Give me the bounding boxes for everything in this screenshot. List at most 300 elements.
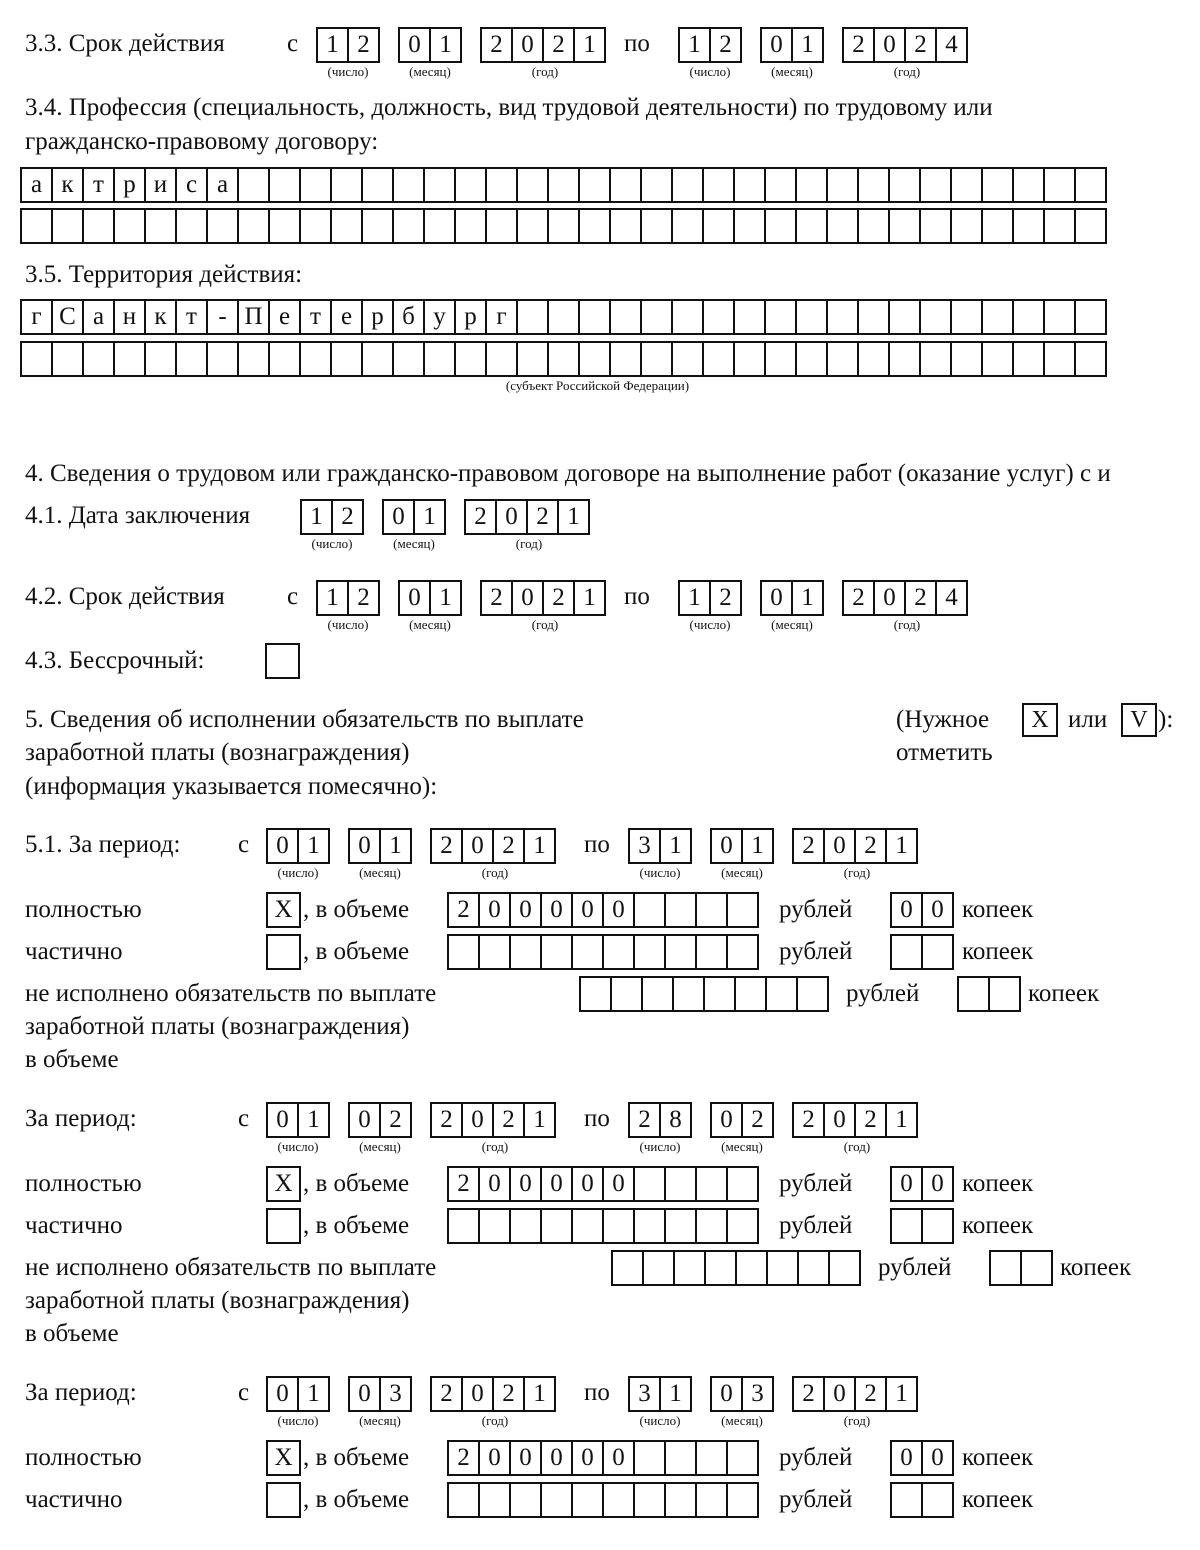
char-cell[interactable] [392,208,425,244]
char-cell[interactable] [82,208,115,244]
char-cell[interactable]: 2 [904,580,937,616]
char-cell[interactable] [796,976,829,1012]
char-cell[interactable]: у [423,299,456,335]
char-cell[interactable]: 0 [921,1166,954,1202]
char-cell[interactable] [423,167,456,203]
char-cell[interactable] [478,934,511,970]
char-cell[interactable] [642,1250,675,1286]
char-cell[interactable]: 0 [509,1440,542,1476]
period-2-to-year[interactable] [792,1102,918,1138]
char-cell[interactable]: 0 [478,892,511,928]
char-cell[interactable] [20,341,53,377]
period-1-to-month[interactable] [710,828,774,864]
period-1-partial-checkbox[interactable] [266,934,301,970]
char-cell[interactable] [921,1482,954,1518]
char-cell[interactable]: 0 [266,1376,299,1412]
period-2-fully-checkbox[interactable]: X [266,1166,301,1202]
char-cell[interactable]: 0 [461,1376,494,1412]
char-cell[interactable]: 4 [935,27,968,63]
period-2-unpaid-kopecks[interactable] [989,1250,1053,1286]
char-cell[interactable] [547,208,580,244]
char-cell[interactable] [640,167,673,203]
char-cell[interactable]: 0 [873,27,906,63]
char-cell[interactable] [857,167,890,203]
char-cell[interactable] [1043,208,1076,244]
char-cell[interactable] [1074,208,1107,244]
char-cell[interactable] [797,1250,830,1286]
char-cell[interactable]: е [330,299,363,335]
period-1-fully-rubles[interactable] [447,892,759,928]
char-cell[interactable] [981,299,1014,335]
char-cell[interactable]: 1 [659,828,692,864]
char-cell[interactable] [633,934,666,970]
s42-to-day[interactable] [678,580,742,616]
char-cell[interactable] [237,167,270,203]
char-cell[interactable]: 0 [890,1440,923,1476]
char-cell[interactable] [1074,341,1107,377]
char-cell[interactable] [516,341,549,377]
char-cell[interactable] [610,976,643,1012]
char-cell[interactable]: 2 [854,1102,887,1138]
char-cell[interactable] [888,208,921,244]
char-cell[interactable] [206,208,239,244]
char-cell[interactable]: - [206,299,239,335]
char-cell[interactable] [509,1208,542,1244]
period-3-fully-kopecks[interactable] [890,1440,954,1476]
char-cell[interactable] [765,976,798,1012]
char-cell[interactable] [578,299,611,335]
char-cell[interactable]: 3 [628,828,661,864]
char-cell[interactable] [51,208,84,244]
char-cell[interactable] [1012,299,1045,335]
char-cell[interactable] [633,1440,666,1476]
char-cell[interactable] [726,1482,759,1518]
char-cell[interactable]: 2 [492,828,525,864]
char-cell[interactable] [447,934,480,970]
char-cell[interactable]: 0 [571,892,604,928]
char-cell[interactable] [578,167,611,203]
char-cell[interactable]: 1 [791,27,824,63]
char-cell[interactable]: 0 [823,828,856,864]
char-cell[interactable] [299,167,332,203]
char-cell[interactable] [602,934,635,970]
char-cell[interactable] [485,208,518,244]
char-cell[interactable] [695,934,728,970]
char-cell[interactable] [640,208,673,244]
period-2-unpaid-rubles[interactable] [611,1250,861,1286]
char-cell[interactable] [478,1482,511,1518]
char-cell[interactable] [454,341,487,377]
period-3-partial-checkbox[interactable] [266,1482,301,1518]
char-cell[interactable]: 0 [873,580,906,616]
s33-to-year[interactable] [842,27,968,63]
char-cell[interactable]: 2 [464,499,497,535]
char-cell[interactable] [735,1250,768,1286]
char-cell[interactable] [540,1208,573,1244]
char-cell[interactable]: 3 [628,1376,661,1412]
char-cell[interactable]: 4 [935,580,968,616]
char-cell[interactable] [82,341,115,377]
char-cell[interactable] [509,1482,542,1518]
char-cell[interactable]: 1 [297,1376,330,1412]
char-cell[interactable] [602,1208,635,1244]
char-cell[interactable] [1020,1250,1053,1286]
char-cell[interactable] [919,299,952,335]
char-cell[interactable]: 0 [398,27,431,63]
char-cell[interactable] [826,167,859,203]
char-cell[interactable] [826,341,859,377]
period-2-fully-kopecks[interactable] [890,1166,954,1202]
char-cell[interactable]: б [392,299,425,335]
char-cell[interactable]: 0 [382,499,415,535]
char-cell[interactable]: 1 [678,27,711,63]
char-cell[interactable] [330,208,363,244]
char-cell[interactable] [361,341,394,377]
char-cell[interactable]: 0 [710,828,743,864]
char-cell[interactable]: 0 [461,828,494,864]
char-cell[interactable]: 1 [678,580,711,616]
char-cell[interactable] [1012,208,1045,244]
char-cell[interactable]: 1 [379,828,412,864]
char-cell[interactable] [175,341,208,377]
char-cell[interactable] [826,208,859,244]
char-cell[interactable] [602,1482,635,1518]
char-cell[interactable] [1043,341,1076,377]
char-cell[interactable] [51,341,84,377]
char-cell[interactable] [988,976,1021,1012]
char-cell[interactable]: 2 [430,1102,463,1138]
char-cell[interactable] [921,934,954,970]
period-3-from-month[interactable] [348,1376,412,1412]
char-cell[interactable]: 0 [823,1376,856,1412]
period-1-from-year[interactable] [430,828,556,864]
char-cell[interactable] [733,208,766,244]
period-1-to-day[interactable] [628,828,692,864]
char-cell[interactable]: 2 [842,27,875,63]
char-cell[interactable]: 0 [890,1166,923,1202]
char-cell[interactable]: 2 [792,1102,825,1138]
char-cell[interactable] [509,934,542,970]
char-cell[interactable]: 2 [492,1376,525,1412]
char-cell[interactable]: 1 [523,1102,556,1138]
char-cell[interactable]: 0 [921,892,954,928]
char-cell[interactable] [981,341,1014,377]
char-cell[interactable] [857,341,890,377]
period-2-partial-checkbox[interactable] [266,1208,301,1244]
period-3-from-year[interactable] [430,1376,556,1412]
period-1-fully-checkbox[interactable]: X [266,892,301,928]
char-cell[interactable]: 1 [316,580,349,616]
char-cell[interactable] [890,1208,923,1244]
period-2-partial-kopecks[interactable] [890,1208,954,1244]
char-cell[interactable]: 0 [266,1102,299,1138]
s42-to-year[interactable] [842,580,968,616]
char-cell[interactable] [921,1208,954,1244]
char-cell[interactable] [547,341,580,377]
s33-to-month[interactable] [760,27,824,63]
char-cell[interactable] [579,976,612,1012]
char-cell[interactable]: 0 [478,1440,511,1476]
char-cell[interactable]: 1 [791,580,824,616]
char-cell[interactable]: 2 [709,580,742,616]
char-cell[interactable] [733,299,766,335]
period-2-to-day[interactable] [628,1102,692,1138]
char-cell[interactable] [609,167,642,203]
char-cell[interactable]: 0 [348,828,381,864]
char-cell[interactable]: 2 [447,892,480,928]
char-cell[interactable] [633,1482,666,1518]
char-cell[interactable]: 2 [379,1102,412,1138]
char-cell[interactable]: 0 [266,828,299,864]
char-cell[interactable] [890,1482,923,1518]
char-cell[interactable] [733,167,766,203]
char-cell[interactable] [726,1440,759,1476]
char-cell[interactable] [888,167,921,203]
char-cell[interactable]: 0 [540,1440,573,1476]
char-cell[interactable] [516,299,549,335]
char-cell[interactable] [828,1250,861,1286]
period-3-to-year[interactable] [792,1376,918,1412]
char-cell[interactable] [578,208,611,244]
char-cell[interactable] [1043,299,1076,335]
char-cell[interactable]: 0 [461,1102,494,1138]
period-2-from-day[interactable] [266,1102,330,1138]
char-cell[interactable] [447,1208,480,1244]
char-cell[interactable]: р [113,167,146,203]
char-cell[interactable] [950,167,983,203]
char-cell[interactable] [571,934,604,970]
char-cell[interactable] [268,208,301,244]
char-cell[interactable]: 0 [760,580,793,616]
char-cell[interactable] [641,976,674,1012]
char-cell[interactable] [1043,167,1076,203]
char-cell[interactable]: 2 [741,1102,774,1138]
char-cell[interactable] [144,341,177,377]
char-cell[interactable] [764,299,797,335]
char-cell[interactable]: 0 [478,1166,511,1202]
char-cell[interactable]: 1 [885,828,918,864]
char-cell[interactable]: к [51,167,84,203]
char-cell[interactable] [1012,341,1045,377]
char-cell[interactable]: т [299,299,332,335]
char-cell[interactable] [764,208,797,244]
char-cell[interactable]: а [20,167,53,203]
char-cell[interactable] [726,1166,759,1202]
char-cell[interactable] [695,1208,728,1244]
char-cell[interactable] [237,208,270,244]
period-1-partial-rubles[interactable] [447,934,759,970]
char-cell[interactable]: 1 [523,828,556,864]
char-cell[interactable]: 0 [710,1376,743,1412]
char-cell[interactable]: е [268,299,301,335]
char-cell[interactable]: а [82,299,115,335]
char-cell[interactable] [299,208,332,244]
period-1-from-day[interactable] [266,828,330,864]
char-cell[interactable]: 2 [347,27,380,63]
char-cell[interactable]: 1 [659,1376,692,1412]
char-cell[interactable]: и [144,167,177,203]
period-1-unpaid-rubles[interactable] [579,976,829,1012]
char-cell[interactable]: к [144,299,177,335]
char-cell[interactable] [175,208,208,244]
char-cell[interactable]: т [175,299,208,335]
char-cell[interactable]: 1 [297,828,330,864]
char-cell[interactable] [485,167,518,203]
char-cell[interactable] [702,341,735,377]
char-cell[interactable] [640,299,673,335]
char-cell[interactable]: 1 [297,1102,330,1138]
char-cell[interactable]: н [113,299,146,335]
char-cell[interactable] [609,299,642,335]
char-cell[interactable] [664,934,697,970]
char-cell[interactable]: 2 [542,580,575,616]
char-cell[interactable]: 0 [571,1440,604,1476]
char-cell[interactable]: 2 [792,828,825,864]
char-cell[interactable]: 0 [710,1102,743,1138]
period-3-from-day[interactable] [266,1376,330,1412]
char-cell[interactable] [1074,299,1107,335]
char-cell[interactable]: 2 [854,1376,887,1412]
char-cell[interactable] [888,299,921,335]
char-cell[interactable]: 2 [331,499,364,535]
char-cell[interactable]: 1 [429,27,462,63]
char-cell[interactable] [766,1250,799,1286]
char-cell[interactable] [795,208,828,244]
char-cell[interactable] [664,1166,697,1202]
char-cell[interactable] [547,167,580,203]
period-3-to-month[interactable] [710,1376,774,1412]
profession-row-1[interactable] [20,167,1107,203]
s42-to-month[interactable] [760,580,824,616]
period-1-to-year[interactable] [792,828,918,864]
char-cell[interactable] [1074,167,1107,203]
char-cell[interactable]: 0 [760,27,793,63]
char-cell[interactable] [423,208,456,244]
char-cell[interactable] [671,299,704,335]
char-cell[interactable] [330,341,363,377]
char-cell[interactable] [423,341,456,377]
char-cell[interactable]: 2 [854,828,887,864]
char-cell[interactable] [989,1250,1022,1286]
char-cell[interactable]: 2 [430,1376,463,1412]
char-cell[interactable]: 0 [540,1166,573,1202]
char-cell[interactable] [664,1440,697,1476]
char-cell[interactable]: С [51,299,84,335]
char-cell[interactable]: 0 [602,1166,635,1202]
s42-from-month[interactable] [398,580,462,616]
char-cell[interactable]: г [20,299,53,335]
char-cell[interactable]: 0 [511,580,544,616]
period-3-partial-rubles[interactable] [447,1482,759,1518]
char-cell[interactable] [206,341,239,377]
char-cell[interactable] [478,1208,511,1244]
char-cell[interactable]: 2 [430,828,463,864]
char-cell[interactable] [795,341,828,377]
char-cell[interactable] [919,167,952,203]
s42-from-year[interactable] [480,580,606,616]
char-cell[interactable]: 0 [602,892,635,928]
char-cell[interactable]: 1 [741,828,774,864]
char-cell[interactable]: 2 [792,1376,825,1412]
char-cell[interactable] [702,167,735,203]
period-1-unpaid-kopecks[interactable] [957,976,1021,1012]
char-cell[interactable] [734,976,767,1012]
char-cell[interactable] [704,1250,737,1286]
char-cell[interactable]: 0 [540,892,573,928]
s33-from-day[interactable] [316,27,380,63]
char-cell[interactable]: 0 [890,892,923,928]
char-cell[interactable] [733,341,766,377]
char-cell[interactable] [702,299,735,335]
char-cell[interactable]: 2 [480,27,513,63]
s42-from-day[interactable] [316,580,380,616]
char-cell[interactable] [454,208,487,244]
char-cell[interactable] [540,934,573,970]
char-cell[interactable]: 0 [571,1166,604,1202]
char-cell[interactable] [695,1482,728,1518]
char-cell[interactable]: 0 [602,1440,635,1476]
char-cell[interactable]: 0 [511,27,544,63]
char-cell[interactable] [540,1482,573,1518]
char-cell[interactable] [950,299,983,335]
char-cell[interactable]: 0 [495,499,528,535]
char-cell[interactable]: 1 [300,499,333,535]
char-cell[interactable]: р [361,299,394,335]
char-cell[interactable] [671,341,704,377]
char-cell[interactable] [571,1482,604,1518]
char-cell[interactable] [726,934,759,970]
s41-year[interactable] [464,499,590,535]
char-cell[interactable]: 1 [557,499,590,535]
territory-row-2[interactable] [20,341,1107,377]
period-2-fully-rubles[interactable] [447,1166,759,1202]
char-cell[interactable]: 1 [316,27,349,63]
char-cell[interactable] [981,208,1014,244]
s33-from-month[interactable] [398,27,462,63]
char-cell[interactable] [795,299,828,335]
char-cell[interactable] [950,341,983,377]
char-cell[interactable]: 0 [398,580,431,616]
char-cell[interactable] [330,167,363,203]
char-cell[interactable] [857,299,890,335]
char-cell[interactable]: 1 [523,1376,556,1412]
period-1-fully-kopecks[interactable] [890,892,954,928]
period-3-to-day[interactable] [628,1376,692,1412]
char-cell[interactable] [726,892,759,928]
char-cell[interactable]: 0 [509,1166,542,1202]
char-cell[interactable]: 2 [492,1102,525,1138]
char-cell[interactable]: 1 [885,1102,918,1138]
char-cell[interactable] [857,208,890,244]
char-cell[interactable]: 2 [904,27,937,63]
char-cell[interactable] [702,208,735,244]
char-cell[interactable] [826,299,859,335]
period-1-from-month[interactable] [348,828,412,864]
char-cell[interactable] [447,1482,480,1518]
char-cell[interactable] [673,1250,706,1286]
char-cell[interactable] [764,341,797,377]
char-cell[interactable] [890,934,923,970]
s33-from-year[interactable] [480,27,606,63]
char-cell[interactable] [640,341,673,377]
char-cell[interactable]: 2 [347,580,380,616]
period-2-from-month[interactable] [348,1102,412,1138]
char-cell[interactable] [664,1482,697,1518]
char-cell[interactable] [633,892,666,928]
char-cell[interactable]: а [206,167,239,203]
char-cell[interactable]: 1 [885,1376,918,1412]
char-cell[interactable]: 0 [348,1102,381,1138]
